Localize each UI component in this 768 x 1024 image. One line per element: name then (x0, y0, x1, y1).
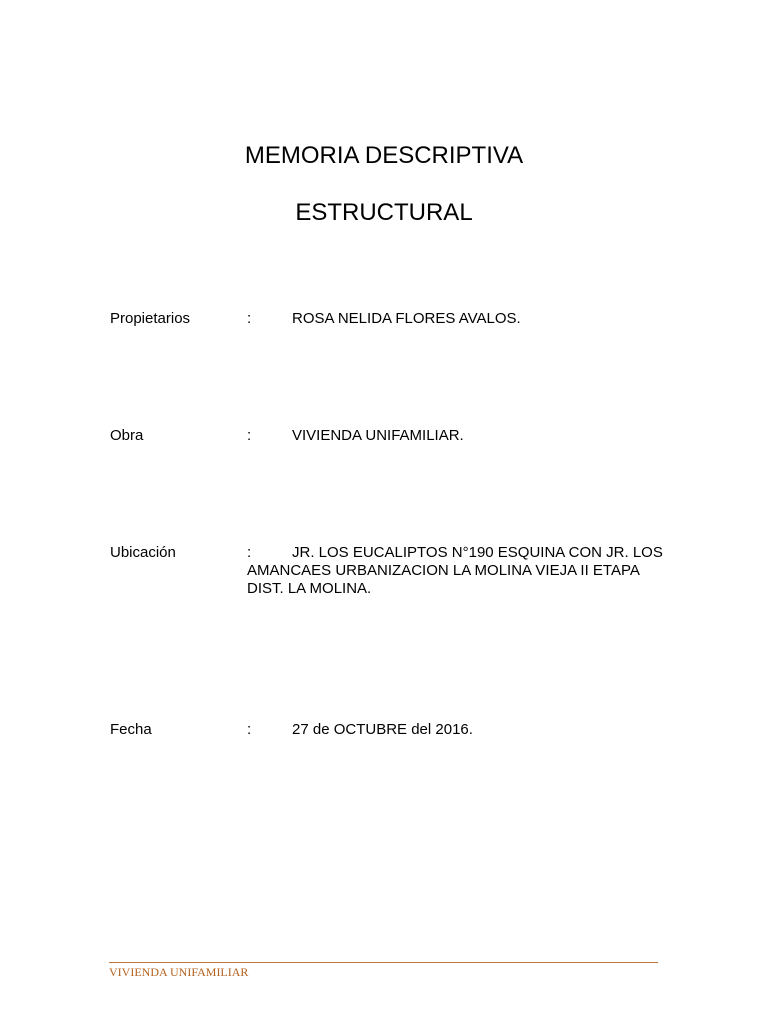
field-value-obra: VIVIENDA UNIFAMILIAR. (292, 427, 464, 444)
field-separator: : (247, 310, 252, 327)
footer-divider (109, 962, 658, 963)
field-separator: : (247, 721, 252, 738)
field-value-fecha: 27 de OCTUBRE del 2016. (292, 721, 473, 738)
field-label-obra: Obra (110, 427, 144, 444)
field-value-ubicacion: JR. LOS EUCALIPTOS N°190 ESQUINA CON JR. LOS AMANCAES URBANIZACION LA MOLINA VIEJA II ETAPA DIST. LA MOLINA. (247, 544, 663, 597)
field-label-propietarios: Propietarios (110, 310, 191, 327)
field-value-propietarios: ROSA NELIDA FLORES AVALOS. (292, 310, 521, 327)
footer-text: VIVIENDA UNIFAMILIAR (109, 965, 249, 979)
document-subtitle: ESTRUCTURAL (295, 199, 473, 226)
document-title: MEMORIA DESCRIPTIVA (244, 142, 524, 169)
field-label-ubicacion: Ubicación (110, 544, 176, 561)
field-separator: : (247, 427, 252, 444)
field-separator: : (247, 544, 252, 561)
field-label-fecha: Fecha (110, 721, 152, 738)
